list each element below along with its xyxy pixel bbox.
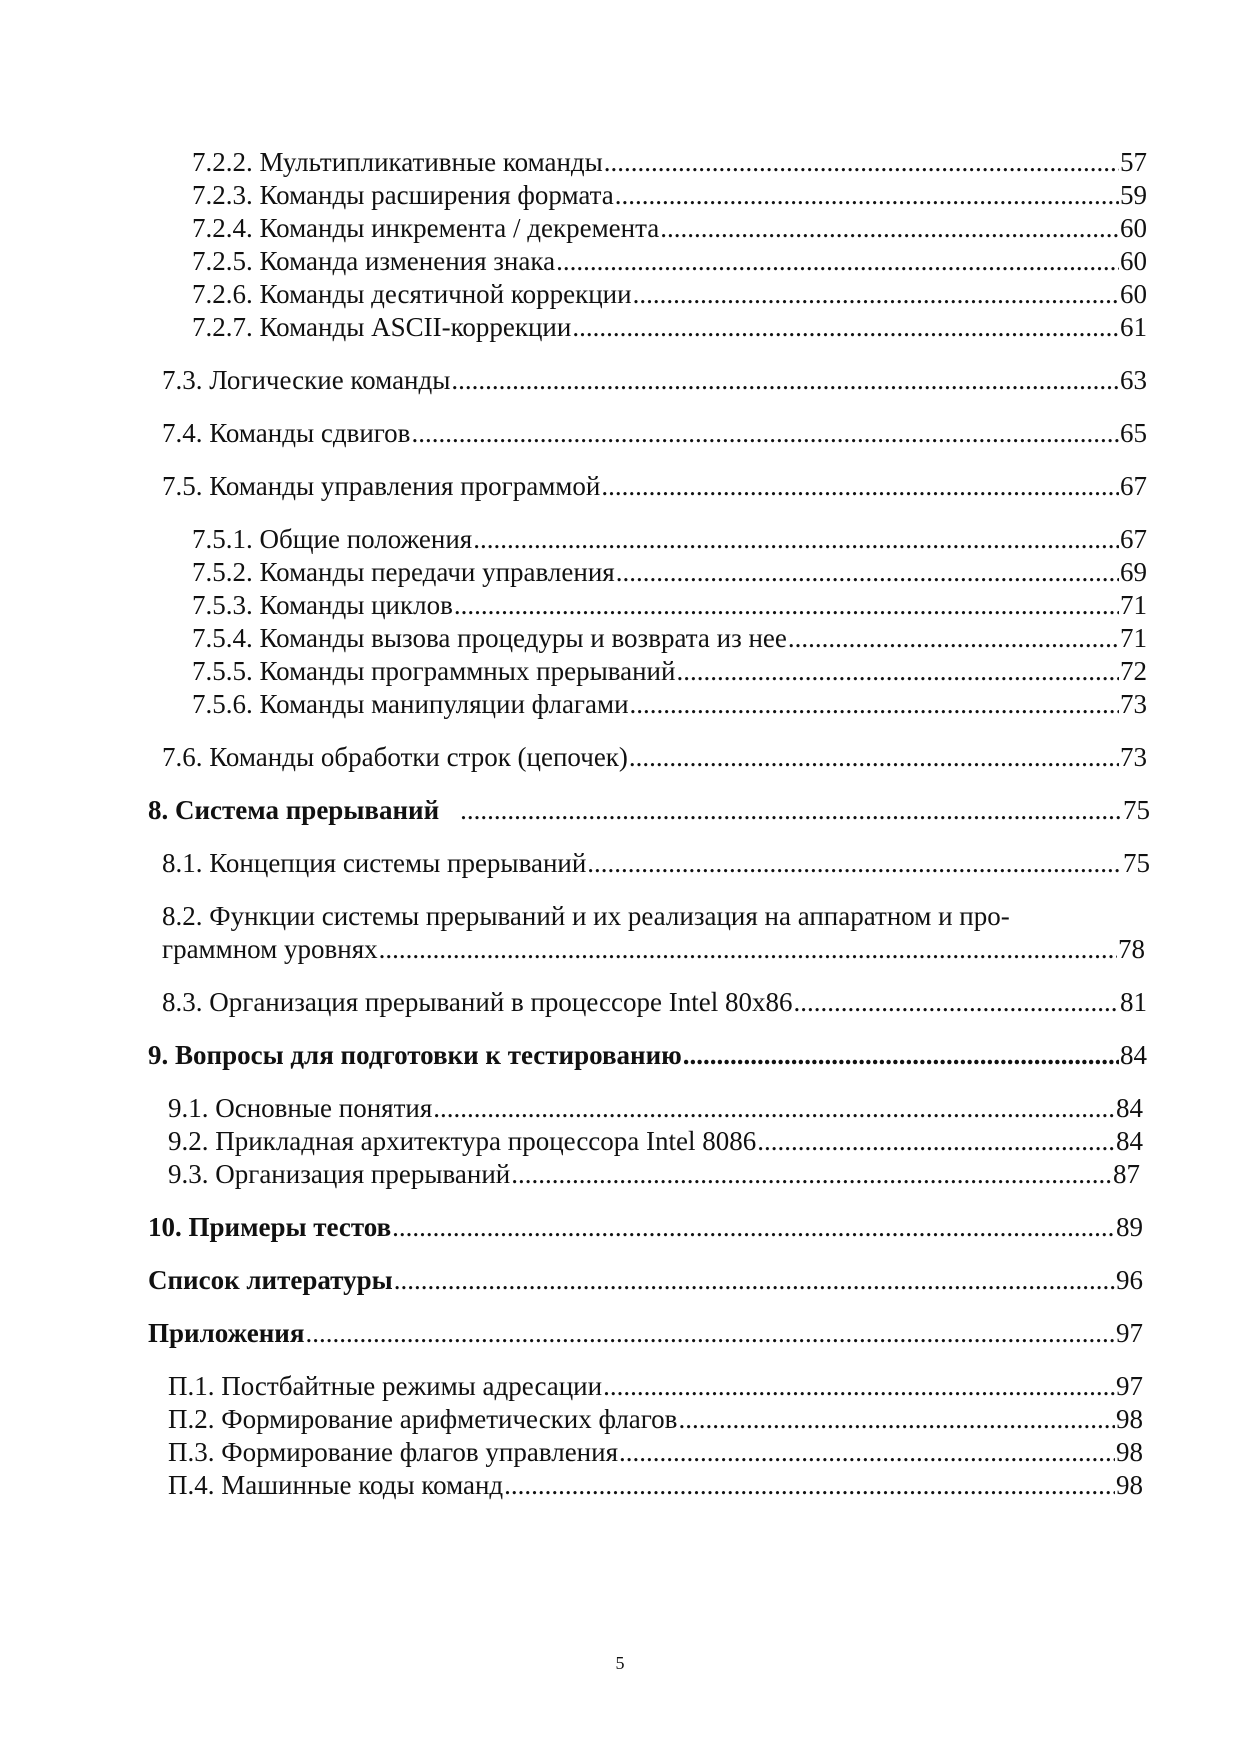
toc-entry-8-3[interactable] bbox=[162, 986, 1147, 1018]
toc-entry-title: 7.2.5. Команда изменения знака bbox=[192, 246, 556, 276]
toc-entry-9-1[interactable] bbox=[168, 1092, 1143, 1124]
toc-leader-dots bbox=[630, 688, 1119, 720]
toc-entry-7-2-2[interactable] bbox=[192, 146, 1147, 178]
toc-page-number: 98 bbox=[1116, 1470, 1143, 1500]
toc-entry-title: 7.2.4. Команды инкремента / декремента bbox=[192, 213, 660, 243]
toc-page-number: 97 bbox=[1116, 1318, 1143, 1348]
toc-page-number: 69 bbox=[1120, 557, 1147, 587]
toc-leader-dots bbox=[454, 589, 1119, 621]
toc-page-number: 67 bbox=[1120, 524, 1147, 554]
toc-entry-title: 7.6. Команды обработки строк (цепочек) bbox=[162, 742, 628, 772]
toc-entry-title: П.4. Машинные коды команд bbox=[168, 1470, 504, 1500]
toc-entry-8-2-line1[interactable]: 8.2. Функции системы прерываний и их реализация на аппаратном и про- bbox=[162, 901, 1010, 931]
toc-leader-dots bbox=[411, 417, 1119, 449]
toc-entry-title: 9.3. Организация прерываний bbox=[168, 1159, 511, 1189]
toc-entry-title: 7.2.7. Команды ASCII-коррекции bbox=[192, 312, 572, 342]
toc-entry-p4[interactable] bbox=[168, 1469, 1143, 1501]
toc-entry-title: 7.2.2. Мультипликативные команды bbox=[192, 147, 603, 177]
toc-entry-p2[interactable] bbox=[168, 1403, 1143, 1435]
toc-leader-dots bbox=[788, 622, 1119, 654]
toc-leader-dots bbox=[619, 1436, 1115, 1468]
toc-entry-title: 7.2.3. Команды расширения формата bbox=[192, 180, 614, 210]
toc-entry-title: 7.5. Команды управления программой bbox=[162, 471, 601, 501]
toc-page-number: 84 bbox=[1120, 1040, 1147, 1070]
toc-entry-title: П.1. Постбайтные режимы адресации bbox=[168, 1371, 603, 1401]
toc-entry-title: 8.1. Концепция системы прерываний bbox=[162, 848, 587, 878]
toc-page-number: 60 bbox=[1120, 213, 1147, 243]
toc-entry-8-2[interactable] bbox=[162, 933, 1145, 965]
toc-entry-7-5-2[interactable] bbox=[192, 556, 1147, 588]
toc-entry-title: Приложения bbox=[148, 1318, 305, 1348]
toc-page-number: 73 bbox=[1120, 742, 1147, 772]
toc-entry-7-2-5[interactable] bbox=[192, 245, 1147, 277]
toc-entry-7-4[interactable] bbox=[162, 417, 1147, 449]
toc-entry-title: 7.5.3. Команды циклов bbox=[192, 590, 453, 620]
toc-entry-title: 7.5.2. Команды передачи управления bbox=[192, 557, 615, 587]
toc-entry-7-6[interactable] bbox=[162, 741, 1147, 773]
toc-leader-dots bbox=[451, 364, 1119, 396]
toc-entry-title: 7.5.4. Команды вызова процедуры и возврата из нее bbox=[192, 623, 787, 653]
toc-page-number: 71 bbox=[1120, 623, 1147, 653]
toc-leader-dots bbox=[511, 1158, 1112, 1190]
toc-entry-title: 7.4. Команды сдвигов bbox=[162, 418, 411, 448]
toc-entry-7-2-3[interactable] bbox=[192, 179, 1147, 211]
toc-entry-7-3[interactable] bbox=[162, 364, 1147, 396]
toc-leader-dots bbox=[572, 311, 1119, 343]
toc-leader-dots bbox=[394, 1264, 1115, 1296]
toc-leader-dots bbox=[587, 847, 1122, 879]
toc-leader-dots bbox=[556, 245, 1119, 277]
toc-leader-dots bbox=[379, 933, 1117, 965]
toc-leader-dots bbox=[633, 278, 1119, 310]
toc-leader-dots bbox=[757, 1125, 1115, 1157]
toc-entry-7-5-3[interactable] bbox=[192, 589, 1147, 621]
toc-page-number: 63 bbox=[1120, 365, 1147, 395]
toc-page-number: 81 bbox=[1120, 987, 1147, 1017]
toc-page-number: 65 bbox=[1120, 418, 1147, 448]
toc-leader-dots bbox=[683, 1039, 1119, 1071]
toc-page-number: 84 bbox=[1116, 1093, 1143, 1123]
toc-entry-7-5-5[interactable] bbox=[192, 655, 1147, 687]
toc-page-number: 89 bbox=[1116, 1212, 1143, 1242]
toc-entry-title: 10. Примеры тестов bbox=[148, 1212, 392, 1242]
toc-page-number: 71 bbox=[1120, 590, 1147, 620]
toc-entry-p3[interactable] bbox=[168, 1436, 1143, 1468]
toc-page-number: 84 bbox=[1116, 1126, 1143, 1156]
toc-entry-title: 8.3. Организация прерываний в процессоре Intel 80x86 bbox=[162, 987, 793, 1017]
toc-entry-title: 7.5.1. Общие положения bbox=[192, 524, 473, 554]
toc-entry-references[interactable] bbox=[148, 1264, 1143, 1296]
toc-page-number: 75 bbox=[1123, 848, 1150, 878]
toc-page-number: 96 bbox=[1116, 1265, 1143, 1295]
toc-entry-title: 7.2.6. Команды десятичной коррекции bbox=[192, 279, 632, 309]
toc-leader-dots bbox=[604, 146, 1119, 178]
toc-leader-dots bbox=[678, 1403, 1115, 1435]
toc-leader-dots bbox=[392, 1211, 1115, 1243]
toc-leader-dots bbox=[793, 986, 1119, 1018]
toc-entry-7-5[interactable] bbox=[162, 470, 1147, 502]
toc-page-number: 98 bbox=[1116, 1437, 1143, 1467]
toc-entry-7-2-7[interactable] bbox=[192, 311, 1147, 343]
toc-page-number: 72 bbox=[1120, 656, 1147, 686]
toc-entry-title: 8. Система прерываний bbox=[148, 795, 440, 825]
toc-entry-title: 9.1. Основные понятия bbox=[168, 1093, 433, 1123]
toc-entry-10[interactable] bbox=[148, 1211, 1143, 1243]
toc-leader-dots bbox=[616, 556, 1119, 588]
toc-page-number: 87 bbox=[1113, 1159, 1140, 1189]
toc-entry-title: 9.2. Прикладная архитектура процессора Intel 8086 bbox=[168, 1126, 757, 1156]
toc-entry-7-5-4[interactable] bbox=[192, 622, 1147, 654]
toc-entry-title: 7.5.5. Команды программных прерываний bbox=[192, 656, 676, 686]
toc-entry-9-3[interactable] bbox=[168, 1158, 1140, 1190]
toc-entry-p1[interactable] bbox=[168, 1370, 1143, 1402]
toc-leader-dots bbox=[676, 655, 1119, 687]
toc-leader-dots bbox=[660, 212, 1119, 244]
toc-page-number: 75 bbox=[1123, 795, 1150, 825]
toc-entry-8[interactable] bbox=[148, 794, 1150, 826]
toc-page-number: 60 bbox=[1120, 246, 1147, 276]
toc-entry-7-5-6[interactable] bbox=[192, 688, 1147, 720]
toc-leader-dots bbox=[460, 794, 1122, 826]
toc-entry-title: 9. Вопросы для подготовки к тестированию bbox=[148, 1040, 682, 1070]
toc-leader-dots bbox=[615, 179, 1119, 211]
toc-page-number: 57 bbox=[1120, 147, 1147, 177]
toc-leader-dots bbox=[305, 1317, 1115, 1349]
toc-page-number: 67 bbox=[1120, 471, 1147, 501]
toc-leader-dots bbox=[473, 523, 1119, 555]
toc-entry-title: граммном уровнях bbox=[162, 934, 378, 964]
toc-leader-dots bbox=[433, 1092, 1115, 1124]
toc-entry-7-5-1[interactable] bbox=[192, 523, 1147, 555]
toc-entry-title: П.3. Формирование флагов управления bbox=[168, 1437, 618, 1467]
toc-entry-title: П.2. Формирование арифметических флагов bbox=[168, 1404, 678, 1434]
toc-entry-8-1[interactable] bbox=[162, 847, 1150, 879]
toc-entry-title: Список литературы bbox=[148, 1265, 393, 1295]
toc-entry-9[interactable] bbox=[148, 1039, 1147, 1071]
toc-page-number: 59 bbox=[1120, 180, 1147, 210]
toc-page-number: 98 bbox=[1116, 1404, 1143, 1434]
toc-leader-dots bbox=[603, 1370, 1115, 1402]
toc-entry-title: 7.3. Логические команды bbox=[162, 365, 451, 395]
toc-page-number: 97 bbox=[1116, 1371, 1143, 1401]
toc-entry-7-2-4[interactable] bbox=[192, 212, 1147, 244]
toc-entry-appendices[interactable] bbox=[148, 1317, 1143, 1349]
toc-leader-dots bbox=[629, 741, 1119, 773]
toc-page-number: 73 bbox=[1120, 689, 1147, 719]
toc-leader-dots bbox=[601, 470, 1119, 502]
toc-entry-7-2-6[interactable] bbox=[192, 278, 1147, 310]
toc-entry-9-2[interactable] bbox=[168, 1125, 1143, 1157]
toc-page-number: 61 bbox=[1120, 312, 1147, 342]
toc-page-number: 60 bbox=[1120, 279, 1147, 309]
page-footer-number: 5 bbox=[615, 1653, 625, 1673]
toc-page-number: 78 bbox=[1118, 934, 1145, 964]
toc-entry-title: 7.5.6. Команды манипуляции флагами bbox=[192, 689, 629, 719]
toc-leader-dots bbox=[504, 1469, 1115, 1501]
